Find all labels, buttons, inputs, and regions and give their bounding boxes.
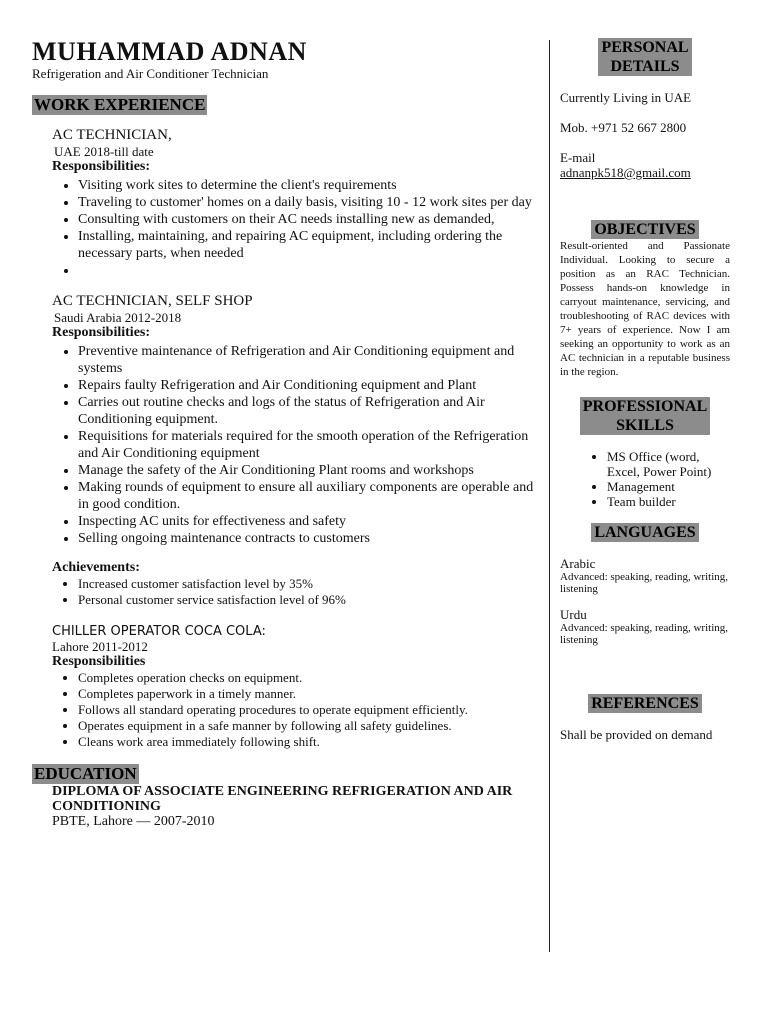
list-item: • Carries out routine checks and logs of the status of Refrigeration and Air Conditioning equipment. [78,394,537,428]
responsibilities-list [32,343,537,547]
professional-skills-heading [580,397,710,435]
list-item: • Completes paperwork in a timely manner. [78,686,537,702]
institute-line: PBTE, Lahore — 2007-2010 [52,814,215,829]
list-item: • Management [607,479,730,494]
achievements-label: Achievements: [52,560,140,575]
heading-line: SKILLS [616,417,674,434]
list-item: • Increased customer satisfaction level by 35% [78,576,537,592]
list-item: • Inspecting AC units for effectiveness and safety [78,513,537,530]
job-title: AC TECHNICIAN, SELF SHOP [52,293,253,309]
list-item: • Follows all standard operating procedures to operate equipment efficiently. [78,702,537,718]
heading-line: DETAILS [610,58,680,75]
heading-line: PERSONAL [601,39,689,56]
list-item: • Team builder [607,494,730,509]
list-item: • Installing, maintaining, and repairing AC equipment, including ordering the necessary parts, when needed [78,228,537,262]
list-item: • Completes operation checks on equipment. [78,670,537,686]
job-entry [52,127,537,175]
responsibilities-list [32,177,537,279]
degree-title: DIPLOMA OF ASSOCIATE ENGINEERING REFRIGERATION AND AIR CONDITIONING [52,784,513,814]
list-item [78,262,537,279]
list-item: • Preventive maintenance of Refrigeration and Air Conditioning equipment and systems [78,343,537,377]
list-item: • MS Office (word, Excel, Power Point) [607,449,730,479]
language-entry [560,556,730,595]
candidate-subtitle: Refrigeration and Air Conditioner Technician [32,66,269,81]
language-level: Advanced: speaking, reading, writing, listening [560,571,729,595]
list-item: • Personal customer service satisfaction level of 96% [78,592,537,608]
language-level: Advanced: speaking, reading, writing, listening [560,622,729,646]
list-item: • Traveling to customer' homes on a daily basis, visiting 10 - 12 work sites per day [78,194,537,211]
job-entry [52,293,537,341]
column-divider [549,40,550,952]
list-item: • Consulting with customers on their AC needs installing new as demanded, [78,211,537,228]
objective-text: Result-oriented and Passionate Individual. Looking to secure a position as an RAC Technician. Possess hands-on knowledge in carryout maintenance, servicing, and troubleshooting of RAC devices with 7+ years of experience. Now I am seeking an opportunity to work as an AC technician in a reputable business in the region. [560,240,730,378]
job-location-date: Lahore 2011-2012 [52,639,148,654]
list-item: • Manage the safety of the Air Conditioning Plant rooms and workshops [78,462,537,479]
list-item: • Selling ongoing maintenance contracts to customers [78,530,537,547]
job-location-date: Saudi Arabia 2012-2018 [54,310,182,325]
responsibilities-list [32,670,537,750]
responsibilities-label: Responsibilities: [52,325,151,340]
objectives-heading: OBJECTIVES [591,220,698,239]
language-name: Arabic [560,556,596,571]
list-item: • Requisitions for materials required for the smooth operation of the Refrigeration and Air Conditioning equipment [78,428,537,462]
heading-line: PROFESSIONAL [582,398,708,415]
languages-heading: LANGUAGES [591,523,698,542]
left-column [32,38,537,830]
personal-details-heading [598,38,691,76]
job-title: AC TECHNICIAN, [52,127,172,143]
skills-list [560,449,730,509]
achievements-block [52,560,537,576]
references-heading: REFERENCES [588,694,702,713]
responsibilities-label: Responsibilities: [52,159,151,174]
references-text: Shall be provided on demand [560,727,713,742]
living-location: Currently Living in UAE [560,90,692,105]
work-experience-heading: WORK EXPERIENCE [34,95,206,114]
candidate-name: MUHAMMAD ADNAN [32,37,307,66]
language-entry [560,607,730,646]
email-label: E-mail [560,150,596,165]
right-column [560,38,730,742]
list-item: • Cleans work area immediately following shift. [78,734,537,750]
job-title: CHILLER OPERATOR COCA COLA: [52,624,266,639]
mobile-number: Mob. +971 52 667 2800 [560,120,687,135]
job-entry [52,624,537,670]
email-link[interactable]: adnanpk518@gmail.com [560,165,691,180]
language-name: Urdu [560,607,587,622]
list-item: • Making rounds of equipment to ensure all auxiliary components are operable and in good condition. [78,479,537,513]
list-item: • Operates equipment in a safe manner by following all safety guidelines. [78,718,537,734]
responsibilities-label: Responsibilities [52,654,146,669]
job-location-date: UAE 2018-till date [54,144,154,159]
achievements-list [32,576,537,608]
education-heading: EDUCATION [34,764,137,783]
list-item: • Visiting work sites to determine the client's requirements [78,177,537,194]
list-item: • Repairs faulty Refrigeration and Air Conditioning equipment and Plant [78,377,537,394]
